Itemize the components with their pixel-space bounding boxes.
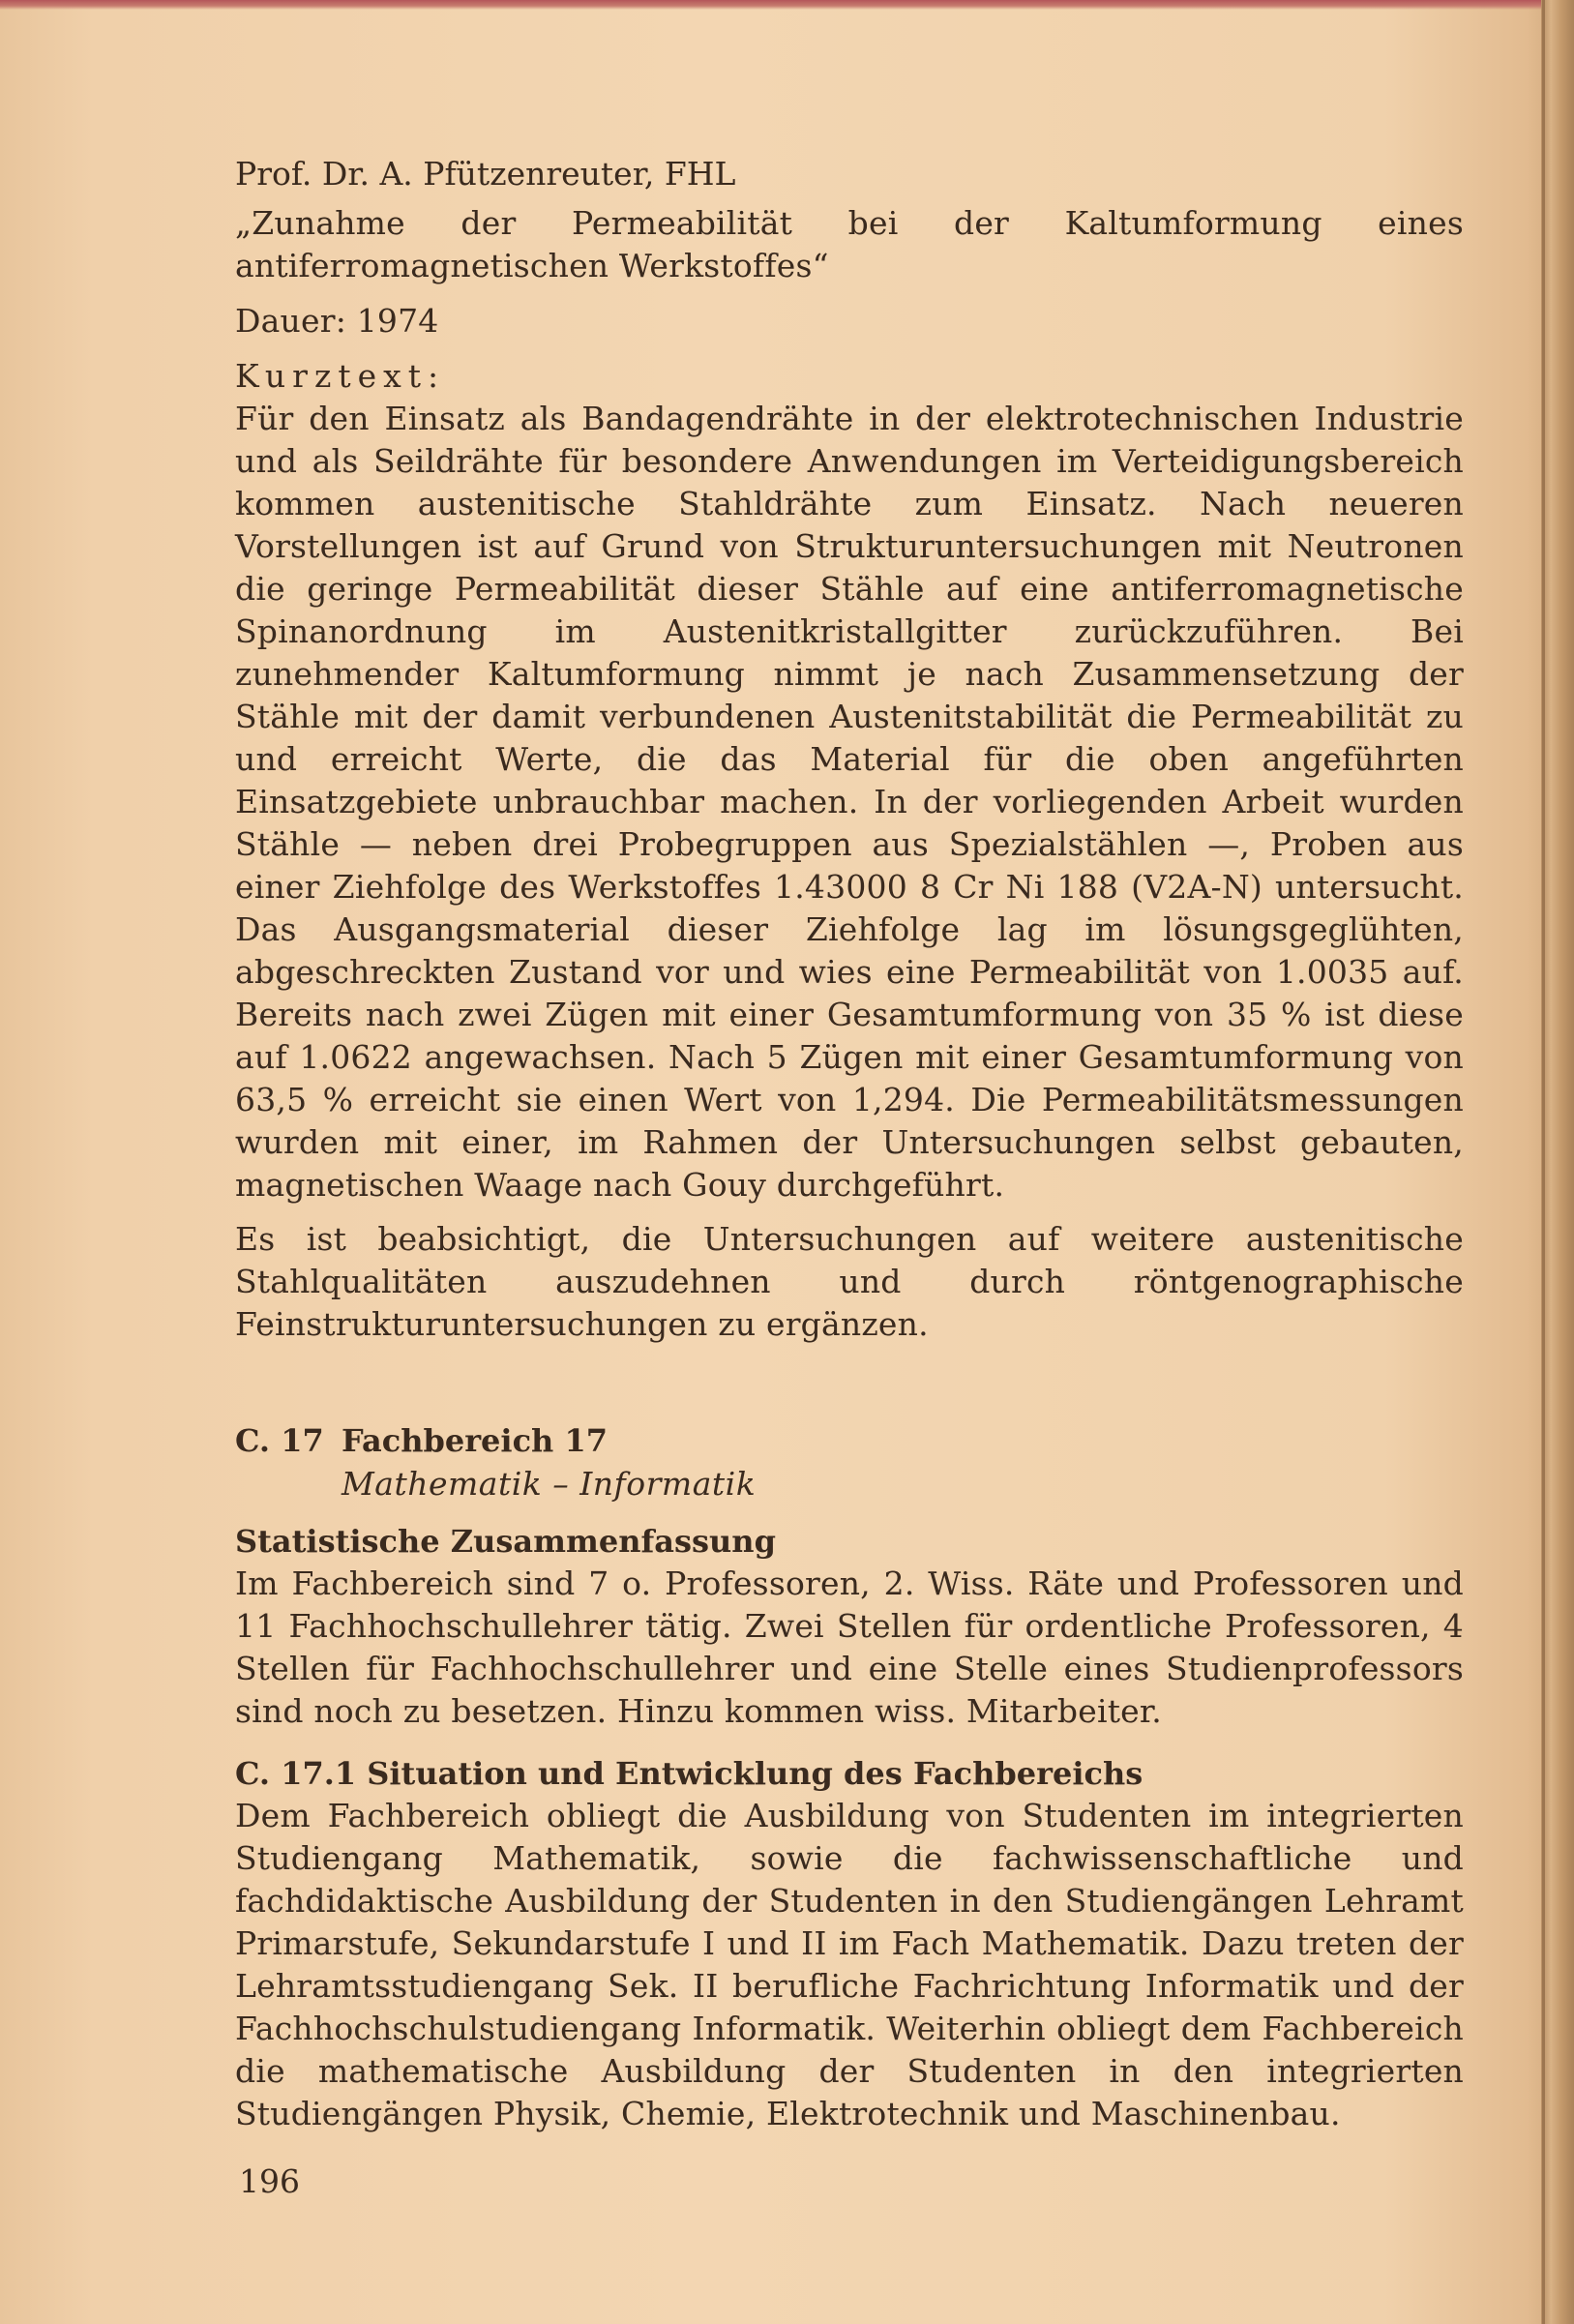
page-content: [235, 153, 1464, 2135]
section-title: Fachbereich 17: [342, 1422, 608, 1459]
page-number: 196: [239, 2162, 300, 2200]
report-duration: Dauer: 1974: [235, 302, 439, 340]
abstract-label: Kurztext:: [235, 357, 446, 395]
stats-heading: Statistische Zusammenfassung: [235, 1523, 776, 1560]
stats-paragraph: Im Fachbereich sind 7 o. Professoren, 2. Wiss. Räte und Professoren und 11 Fachhochschullehrer tätig. Zwei Stellen für ordentliche Professoren, 4 Stellen für Fachhochschullehrer und eine Stelle eines Studienprofessors sind noch zu besetzen. Hinzu kommen wiss. Mitarbeiter.: [235, 1564, 1464, 1730]
section-subtitle: Mathematik – Informatik: [342, 1465, 757, 1503]
report-title: „Zunahme der Permeabilität bei der Kaltumformung eines antiferromagnetischen Werkstoffes“: [235, 204, 1464, 284]
situation-paragraph: Dem Fachbereich obliegt die Ausbildung von Studenten im integrierten Studiengang Mathematik, sowie die fachwissenschaftliche und fachdidaktische Ausbildung der Studenten in den Studiengängen Lehramt Primarstufe, Sekundarstufe I und II im Fach Mathematik. Dazu treten der Lehramtsstudiengang Sek. II berufliche Fachrichtung Informatik und der Fachhochschulstudiengang Informatik. Weiterhin obliegt dem Fachbereich die mathematische Ausbildung der Studenten in den integrierten Studiengängen Physik, Chemie, Elektrotechnik und Maschinenbau.: [235, 1797, 1464, 2132]
section-number: C. 17: [235, 1422, 324, 1459]
book-spine-edge: [1541, 0, 1574, 2324]
page-top-edge: [0, 0, 1574, 10]
page-gutter-line: [1542, 0, 1545, 2324]
report-author: Prof. Dr. A. Pfützenreuter, FHL: [235, 155, 736, 193]
abstract-paragraph-2: Es ist beabsichtigt, die Untersuchungen auf weitere austenitische Stahlqualitäten auszudehnen und durch röntgenographische Feinstrukturuntersuchungen zu ergänzen.: [235, 1220, 1464, 1343]
section-heading: [235, 1419, 1464, 1462]
situation-heading: C. 17.1 Situation und Entwicklung des Fachbereichs: [235, 1755, 1143, 1792]
abstract-paragraph-1: Für den Einsatz als Bandagendrähte in der elektrotechnischen Industrie und als Seildrähte für besondere Anwendungen im Verteidigungsbereich kommen austenitische Stahldrähte zum Einsatz. Nach neueren Vorstellungen ist auf Grund von Strukturuntersuchungen mit Neutronen die geringe Permeabilität dieser Stähle auf eine antiferromagnetische Spinanordnung im Austenitkristallgitter zurückzuführen. Bei zunehmender Kaltumformung nimmt je nach Zusammensetzung der Stähle mit der damit verbundenen Austenitstabilität die Permeabilität zu und erreicht Werte, die das Material für die oben angeführten Einsatzgebiete unbrauchbar machen. In der vorliegenden Arbeit wurden Stähle — neben drei Probegruppen aus Spezialstählen —, Proben aus einer Ziehfolge des Werkstoffes 1.43000 8 Cr Ni 188 (V2A-N) untersucht. Das Ausgangsmaterial dieser Ziehfolge lag im lösungsgeglühten, abgeschreckten Zustand vor und wies eine Permeabilität von 1.0035 auf. Bereits nach zwei Zügen mit einer Gesamtumformung von 35 % ist diese auf 1.0622 angewachsen. Nach 5 Zügen mit einer Gesamtumformung von 63,5 % erreicht sie einen Wert von 1,294. Die Permeabilitätsmessungen wurden mit einer, im Rahmen der Untersuchungen selbst gebauten, magnetischen Waage nach Gouy durchgeführt.: [235, 400, 1464, 1204]
